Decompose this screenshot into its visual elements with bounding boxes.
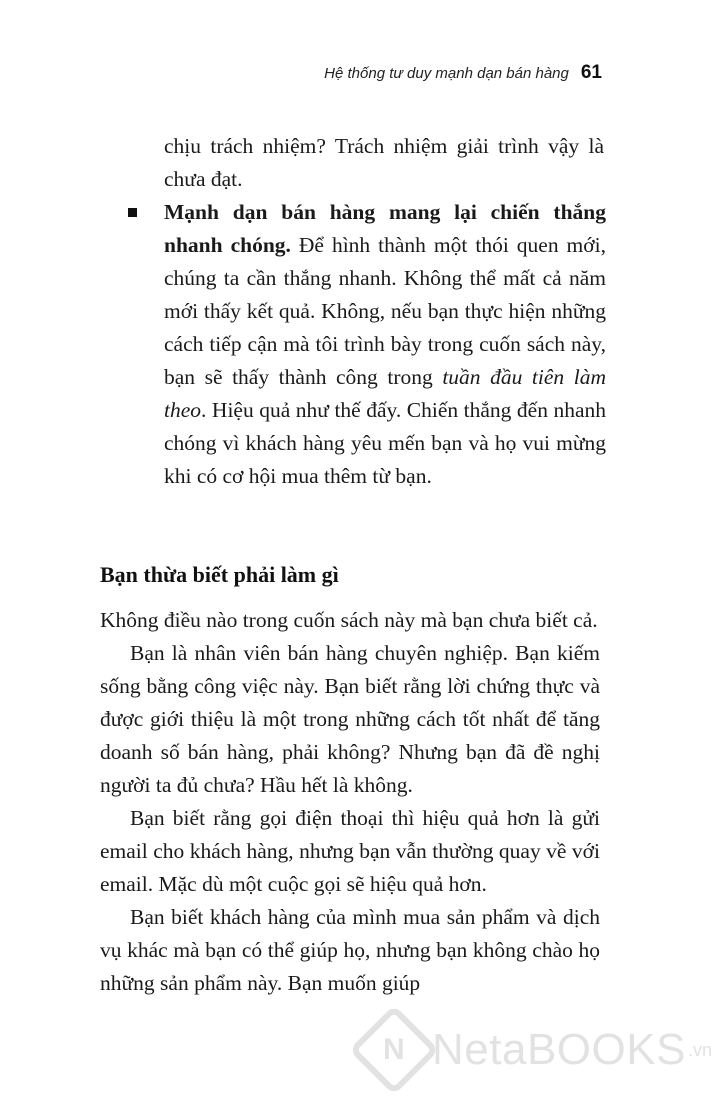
paragraph: Không điều nào trong cuốn sách này mà bạn chưa biết cả. [100, 608, 598, 632]
paragraph: Bạn biết khách hàng của mình mua sản phẩm và dịch vụ khác mà bạn có thể giúp họ, nhưng bạn không chào họ những sản phẩm này. Bạn muốn giúp [100, 905, 600, 995]
running-title: Hệ thống tư duy mạnh dạn bán hàng [324, 65, 569, 82]
bullet-body-1: Để hình thành một thói quen mới, chúng ta cần thắng nhanh. Không thể mất cả năm mới thấy kết quả. Không, nếu bạn thực hiện những cách tiếp cận mà tôi trình bày trong cuốn sách này, bạn sẽ thấy thành công trong [164, 233, 606, 389]
bullet-emphasis: tuần đầu tiên làm theo [164, 365, 606, 422]
bullet-body-2: . Hiệu quả như thế đấy. Chiến thắng đến nhanh chóng vì khách hàng yêu mến bạn và họ vui mừng khi có cơ hội mua thêm từ bạn. [164, 398, 606, 488]
netabooks-logo-icon: N [349, 1005, 440, 1096]
watermark-brand: NetaBOOKS [432, 1025, 686, 1074]
watermark-tld: .vn [687, 1039, 712, 1060]
watermark [362, 1018, 712, 1082]
paragraph: Bạn biết rằng gọi điện thoại thì hiệu quả hơn là gửi email cho khách hàng, nhưng bạn vẫn thường quay về với email. Mặc dù một cuộc gọi sẽ hiệu quả hơn. [100, 806, 600, 896]
running-header [324, 62, 602, 84]
section-body [100, 604, 600, 1000]
continuation-paragraph: chịu trách nhiệm? Trách nhiệm giải trình vậy là chưa đạt. [164, 134, 604, 191]
bullet-item [128, 196, 606, 493]
paragraph: Bạn là nhân viên bán hàng chuyên nghiệp. Bạn kiếm sống bằng công việc này. Bạn biết rằng lời chứng thực và được giới thiệu là một trong những cách tốt nhất để tăng doanh số bán hàng, phải không? Nhưng bạn đã đề nghị người ta đủ chưa? Hầu hết là không. [100, 641, 600, 797]
bullet-lead: Mạnh dạn bán hàng mang lại chiến thắng nhanh chóng. [164, 200, 606, 257]
section-heading: Bạn thừa biết phải làm gì [100, 562, 339, 587]
page-number: 61 [580, 62, 602, 83]
square-bullet-icon [128, 208, 137, 217]
bullet-text [164, 196, 606, 493]
